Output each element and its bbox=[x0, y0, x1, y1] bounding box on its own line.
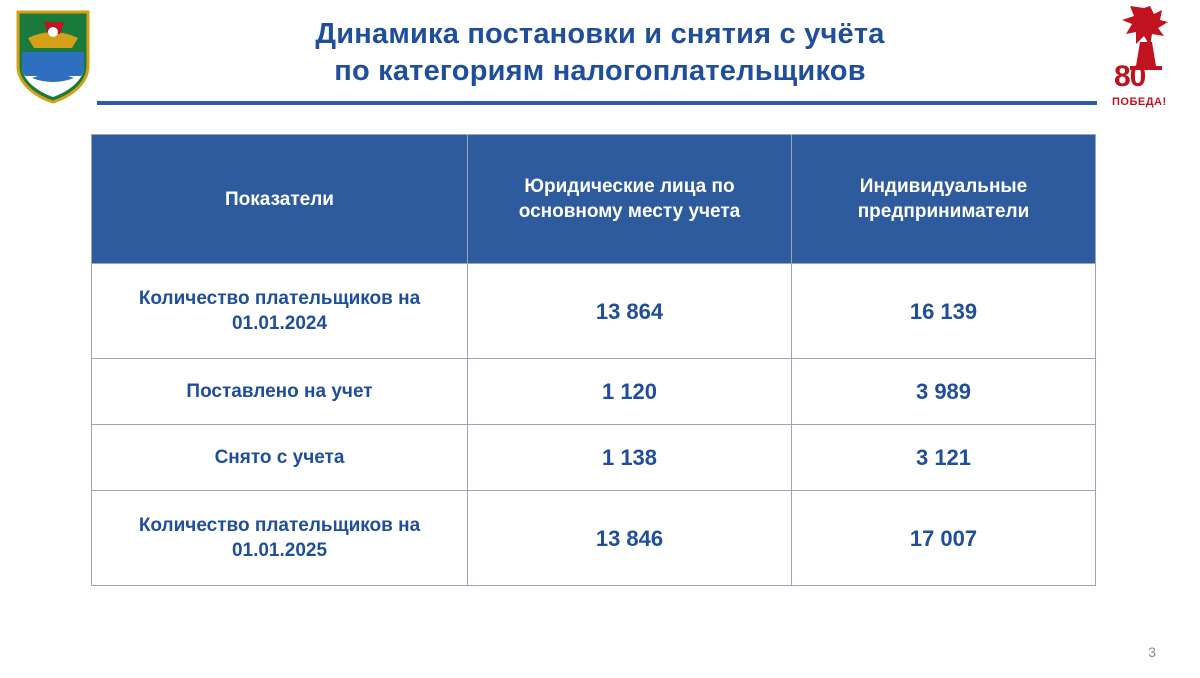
victory-80-logo bbox=[1110, 4, 1182, 112]
table-row bbox=[92, 359, 1096, 425]
cell-individual-entrepreneurs: 17 007 bbox=[792, 491, 1096, 586]
table-header-row bbox=[92, 135, 1096, 264]
cell-legal-entities: 13 864 bbox=[468, 264, 792, 359]
table-row bbox=[92, 425, 1096, 491]
cell-indicator: Количество плательщиков на 01.01.2025 bbox=[92, 491, 468, 586]
slide-header bbox=[0, 0, 1200, 118]
column-header-indicators: Показатели bbox=[92, 135, 468, 264]
cell-individual-entrepreneurs: 16 139 bbox=[792, 264, 1096, 359]
cell-legal-entities: 13 846 bbox=[468, 491, 792, 586]
data-table-container bbox=[91, 134, 1096, 586]
cell-legal-entities: 1 138 bbox=[468, 425, 792, 491]
table-head bbox=[92, 135, 1096, 264]
page-title-line-2: по категориям налогоплательщиков bbox=[334, 55, 866, 87]
cell-individual-entrepreneurs: 3 989 bbox=[792, 359, 1096, 425]
page-title-line-1: Динамика постановки и снятия с учёта bbox=[315, 18, 885, 50]
column-header-legal-entities: Юридические лица по основному месту учета bbox=[468, 135, 792, 264]
cell-legal-entities: 1 120 bbox=[468, 359, 792, 425]
cell-indicator: Поставлено на учет bbox=[92, 359, 468, 425]
title-divider bbox=[97, 101, 1097, 105]
page-number: 3 bbox=[1148, 644, 1156, 660]
table-row bbox=[92, 264, 1096, 359]
taxpayer-registration-table bbox=[91, 134, 1096, 586]
table-row bbox=[92, 491, 1096, 586]
table-body bbox=[92, 264, 1096, 586]
cell-indicator: Количество плательщиков на 01.01.2024 bbox=[92, 264, 468, 359]
column-header-individual-entrepreneurs: Индивидуальные предприниматели bbox=[792, 135, 1096, 264]
cell-indicator: Снято с учета bbox=[92, 425, 468, 491]
cell-individual-entrepreneurs: 3 121 bbox=[792, 425, 1096, 491]
victory-caption: ПОБЕДА! bbox=[1112, 96, 1167, 108]
victory-number: 80 bbox=[1114, 60, 1146, 93]
page-title bbox=[95, 16, 1105, 90]
coat-of-arms-icon bbox=[14, 8, 92, 104]
